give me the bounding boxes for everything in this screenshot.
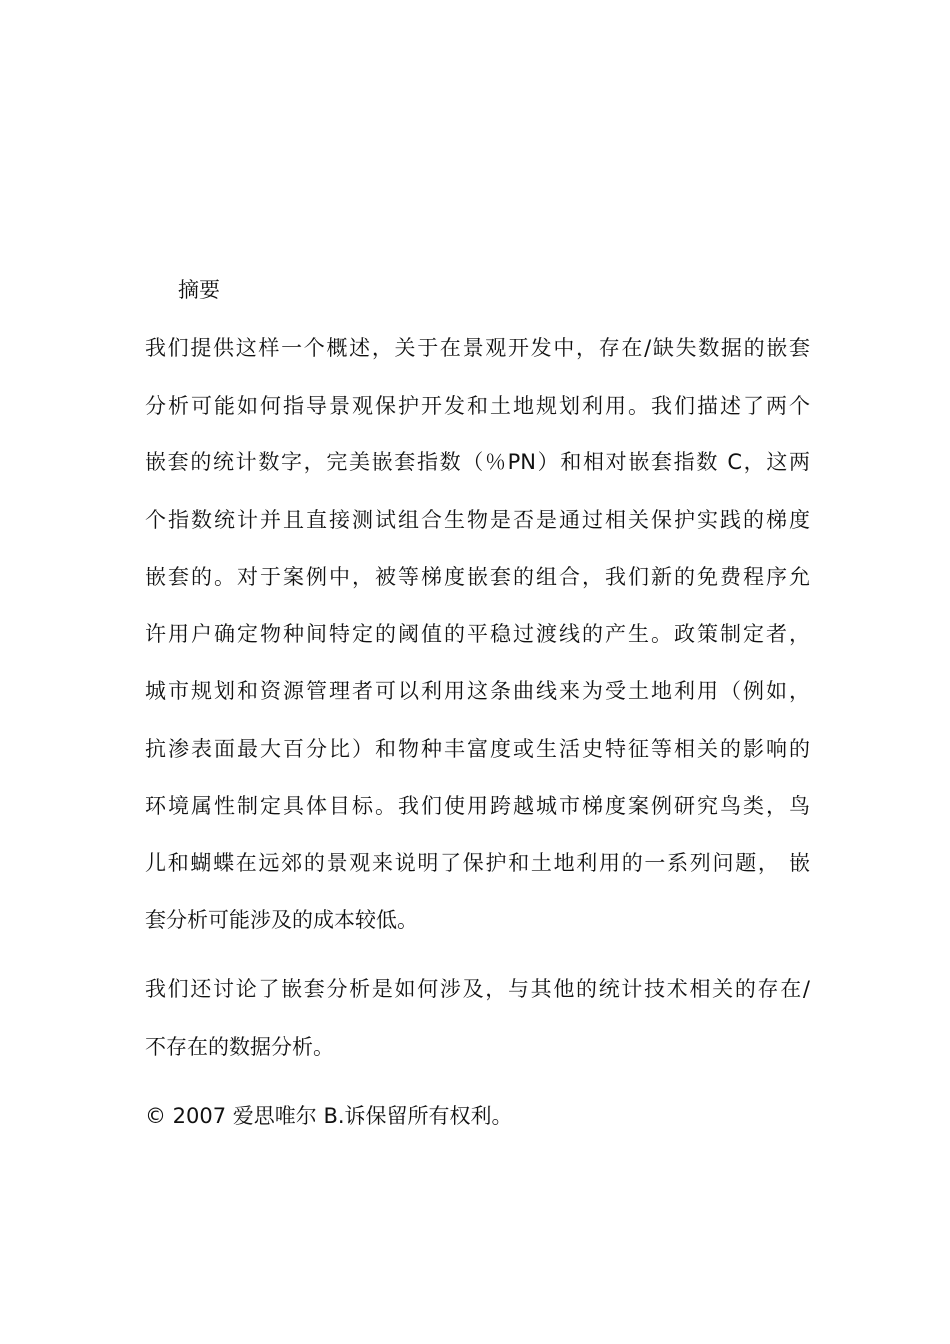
- abstract-line-8: 抗渗表面最大百分比）和物种丰富度或生活史特征等相关的影响的: [145, 737, 810, 761]
- copyright-notice: © 2007 爱思唯尔 B.诉保留所有权利。: [145, 1104, 513, 1128]
- abstract-line-2: 分析可能如何指导景观保护开发和土地规划利用。我们描述了两个: [145, 394, 810, 418]
- abstract-line-7: 城市规划和资源管理者可以利用这条曲线来为受土地利用（例如，: [145, 679, 810, 703]
- abstract-line-6: 许用户确定物种间特定的阈值的平稳过渡线的产生。政策制定者，: [145, 622, 810, 646]
- abstract-line-11: 套分析可能涉及的成本较低。: [145, 908, 418, 932]
- abstract-line-9: 环境属性制定具体目标。我们使用跨越城市梯度案例研究鸟类，鸟: [145, 794, 810, 818]
- abstract-heading: 摘要: [178, 278, 220, 302]
- abstract-line-4: 个指数统计并且直接测试组合生物是否是通过相关保护实践的梯度: [145, 508, 810, 532]
- abstract-line-1: 我们提供这样一个概述，关于在景观开发中，存在/缺失数据的嵌套: [145, 336, 810, 360]
- paragraph2-line-2: 不存在的数据分析。: [145, 1035, 334, 1059]
- paragraph2-line-1: 我们还讨论了嵌套分析是如何涉及，与其他的统计技术相关的存在/: [145, 977, 810, 1001]
- abstract-line-10: 儿和蝴蝶在远郊的景观来说明了保护和土地利用的一系列问题， 嵌: [145, 851, 810, 875]
- abstract-line-3: 嵌套的统计数字，完美嵌套指数（％PN）和相对嵌套指数 C，这两: [145, 450, 810, 474]
- abstract-line-5: 嵌套的。对于案例中，被等梯度嵌套的组合，我们新的免费程序允: [145, 565, 810, 589]
